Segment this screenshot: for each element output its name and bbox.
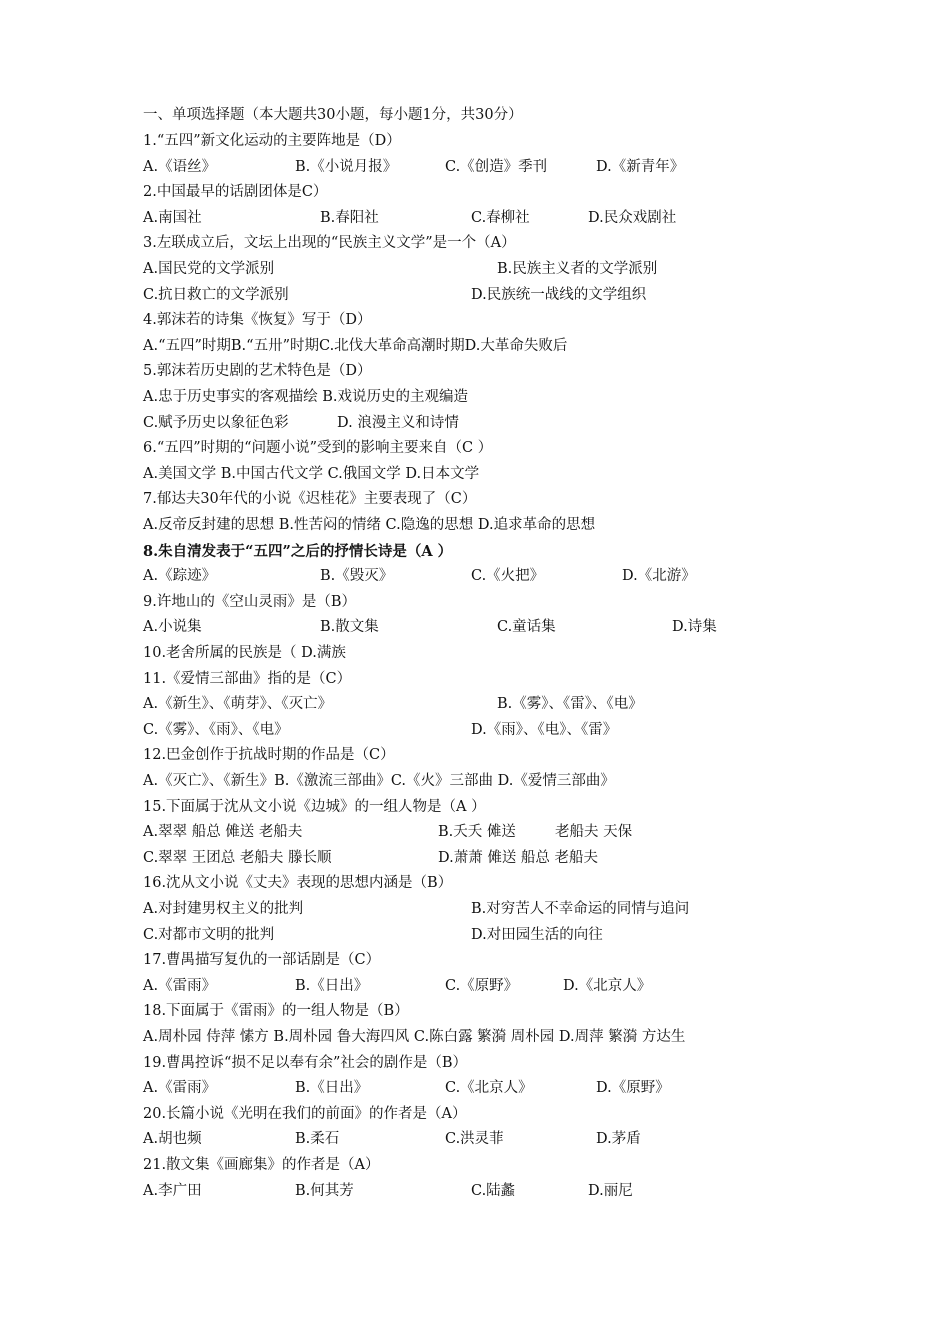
option-text: D.《北游》 xyxy=(622,568,696,585)
line-text: 21.散文集《画廊集》的作者是（A） xyxy=(143,1157,380,1173)
option-text: B.《毁灭》 xyxy=(320,568,394,585)
option-text: B.散文集 xyxy=(320,619,379,636)
text-line xyxy=(0,974,950,1000)
text-line xyxy=(0,436,950,462)
option-text: A.《新生》、《萌芽》、《灭亡》 xyxy=(143,696,333,713)
line-text: 1.“五四”新文化运动的主要阵地是（D） xyxy=(143,133,401,149)
line-text: 8.朱自清发表于“五四”之后的抒情长诗是（A ） xyxy=(143,542,453,560)
option-text: C.对都市文明的批判 xyxy=(143,926,275,943)
option-text: D.对田园生活的向往 xyxy=(471,926,603,943)
text-line xyxy=(0,257,950,283)
option-text: B.《雾》、《雷》、《电》 xyxy=(497,696,643,713)
option-text: C.《创造》季刊 xyxy=(445,158,548,175)
text-line xyxy=(0,590,950,616)
text-line xyxy=(0,999,950,1025)
option-text: A.胡也频 xyxy=(143,1131,202,1148)
line-text: 3.左联成立后，文坛上出现的“民族主义文学”是一个（A） xyxy=(143,235,516,252)
option-text: C.《火把》 xyxy=(471,568,545,585)
text-line xyxy=(0,180,950,206)
text-line xyxy=(0,897,950,923)
text-line xyxy=(0,718,950,744)
option-text: C.春柳社 xyxy=(471,209,530,226)
text-line xyxy=(0,206,950,232)
section-heading: 一、单项选择题（本大题共30小题，每小题1分，共30分） xyxy=(143,107,523,123)
option-text: D.丽尼 xyxy=(588,1182,633,1199)
line-text: 20.长篇小说《光明在我们的前面》的作者是（A） xyxy=(143,1105,467,1122)
text-line xyxy=(0,795,950,821)
option-text: B.何其芳 xyxy=(295,1182,354,1199)
option-text: A.对封建男权主义的批判 xyxy=(143,901,304,917)
option-text: A.《踪迹》 xyxy=(143,568,217,585)
text-line xyxy=(0,411,950,437)
text-line xyxy=(0,308,950,334)
option-text: D.萧萧 傩送 船总 老船夫 xyxy=(438,849,599,866)
option-text: A.李广田 xyxy=(143,1182,202,1199)
option-text: A.翠翠 船总 傩送 老船夫 xyxy=(143,824,303,841)
option-text: B.夭夭 傩送 xyxy=(438,824,516,841)
line-text: 6.“五四”时期的“问题小说”受到的影响主要来自（C ） xyxy=(143,440,493,457)
line-text: 11.《爱情三部曲》指的是（C） xyxy=(143,670,352,687)
text-line xyxy=(0,359,950,385)
option-text: D.诗集 xyxy=(672,619,717,636)
text-line xyxy=(0,283,950,309)
text-line xyxy=(0,1179,950,1205)
option-text: A.《雷雨》 xyxy=(143,1080,217,1097)
option-text: D.《新青年》 xyxy=(596,158,685,175)
text-line xyxy=(0,692,950,718)
option-text: D.《北京人》 xyxy=(563,977,652,994)
text-line xyxy=(0,462,950,488)
line-text: 16.沈从文小说《丈夫》表现的思想内涵是（B） xyxy=(143,875,453,892)
line-text: 5.郭沫若历史剧的艺术特色是（D） xyxy=(143,363,372,380)
option-text: C.《原野》 xyxy=(445,977,519,994)
line-text: 9.许地山的《空山灵雨》是（B） xyxy=(143,593,356,610)
option-text: B.民族主义者的文学派别 xyxy=(497,261,658,277)
text-line xyxy=(0,1076,950,1102)
text-line xyxy=(0,334,950,360)
option-text: C.翠翠 王团总 老船夫 滕长顺 xyxy=(143,849,332,866)
option-text: D.茅盾 xyxy=(596,1131,641,1148)
text-line xyxy=(0,846,950,872)
text-line xyxy=(0,1102,950,1128)
text-line xyxy=(0,769,950,795)
option-text: C.赋予历史以象征色彩 xyxy=(143,414,289,431)
text-line xyxy=(0,129,950,155)
text-line xyxy=(0,513,950,539)
line-text: 15.下面属于沈从文小说《边城》的一组人物是（A ） xyxy=(143,798,486,815)
option-text: 老船夫 天保 xyxy=(555,824,633,841)
line-text: A.“五四”时期B.“五卅”时期C.北伐大革命高潮时期D.大革命失败后 xyxy=(143,337,568,354)
line-text: A.《灭亡》、《新生》B.《激流三部曲》C.《火》三部曲 D.《爱情三部曲》 xyxy=(143,773,615,789)
option-text: A.小说集 xyxy=(143,619,202,636)
line-text: 17.曹禺描写复仇的一部话剧是（C） xyxy=(143,952,381,969)
option-text: B.柔石 xyxy=(295,1131,340,1148)
line-text: 12.巴金创作于抗战时期的作品是（C） xyxy=(143,747,395,764)
line-text: 7.郁达夫30年代的小说《迟桂花》主要表现了（C） xyxy=(143,491,477,508)
option-text: C.《北京人》 xyxy=(445,1080,533,1097)
option-text: C.陆蠡 xyxy=(471,1182,516,1199)
line-text: 19.曹禺控诉“损不足以奉有余”社会的剧作是（B） xyxy=(143,1054,468,1071)
option-text: B.《日出》 xyxy=(295,1080,369,1097)
text-line xyxy=(0,539,950,565)
text-line xyxy=(0,820,950,846)
option-text: C.童话集 xyxy=(497,619,556,636)
option-text: D.民族统一战线的文学组织 xyxy=(471,286,647,303)
line-text: 18.下面属于《雷雨》的一组人物是（B） xyxy=(143,1003,409,1020)
option-text: B.对穷苦人不幸命运的同情与追问 xyxy=(471,901,690,917)
line-text: A.忠于历史事实的客观描绘 B.戏说历史的主观编造 xyxy=(143,389,468,405)
text-line xyxy=(0,923,950,949)
text-line xyxy=(0,1025,950,1051)
option-text: A.南国社 xyxy=(143,209,202,226)
option-text: D. 浪漫主义和诗情 xyxy=(337,414,459,431)
line-text: A.美国文学 B.中国古代文学 C.俄国文学 D.日本文学 xyxy=(143,465,480,482)
option-text: B.《小说月报》 xyxy=(295,158,398,175)
line-text: 4.郭沫若的诗集《恢复》写于（D） xyxy=(143,312,372,329)
option-text: C.《雾》、《雨》、《电》 xyxy=(143,721,289,738)
option-text: D.《雨》、《电》、《雷》 xyxy=(471,721,618,738)
text-line xyxy=(0,487,950,513)
text-line xyxy=(0,1127,950,1153)
option-text: C.洪灵菲 xyxy=(445,1131,504,1148)
option-text: B.春阳社 xyxy=(320,209,379,226)
option-text: D.民众戏剧社 xyxy=(588,209,677,226)
text-line xyxy=(0,641,950,667)
option-text: A.国民党的文学派别 xyxy=(143,261,275,277)
text-line xyxy=(0,385,950,411)
text-line xyxy=(0,564,950,590)
text-line xyxy=(0,615,950,641)
text-line xyxy=(0,667,950,693)
option-text: A.《语丝》 xyxy=(143,158,217,175)
option-text: B.《日出》 xyxy=(295,977,369,994)
text-line xyxy=(0,1051,950,1077)
option-text: A.《雷雨》 xyxy=(143,977,217,994)
text-line xyxy=(0,743,950,769)
text-line xyxy=(0,948,950,974)
text-line xyxy=(0,1153,950,1179)
option-text: D.《原野》 xyxy=(596,1080,670,1097)
line-text: 2.中国最早的话剧团体是C） xyxy=(143,184,328,201)
line-text: 10.老舍所属的民族是（ D.满族 xyxy=(143,645,346,661)
text-line xyxy=(0,871,950,897)
text-line xyxy=(0,155,950,181)
option-text: C.抗日救亡的文学派别 xyxy=(143,286,289,303)
line-text: A.周朴园 侍萍 愫方 B.周朴园 鲁大海四风 C.陈白露 繁漪 周朴园 D.周萍 繁漪 方达生 xyxy=(143,1029,686,1045)
text-line xyxy=(0,231,950,257)
line-text: A.反帝反封建的思想 B.性苦闷的情绪 C.隐逸的思想 D.追求革命的思想 xyxy=(143,517,596,533)
